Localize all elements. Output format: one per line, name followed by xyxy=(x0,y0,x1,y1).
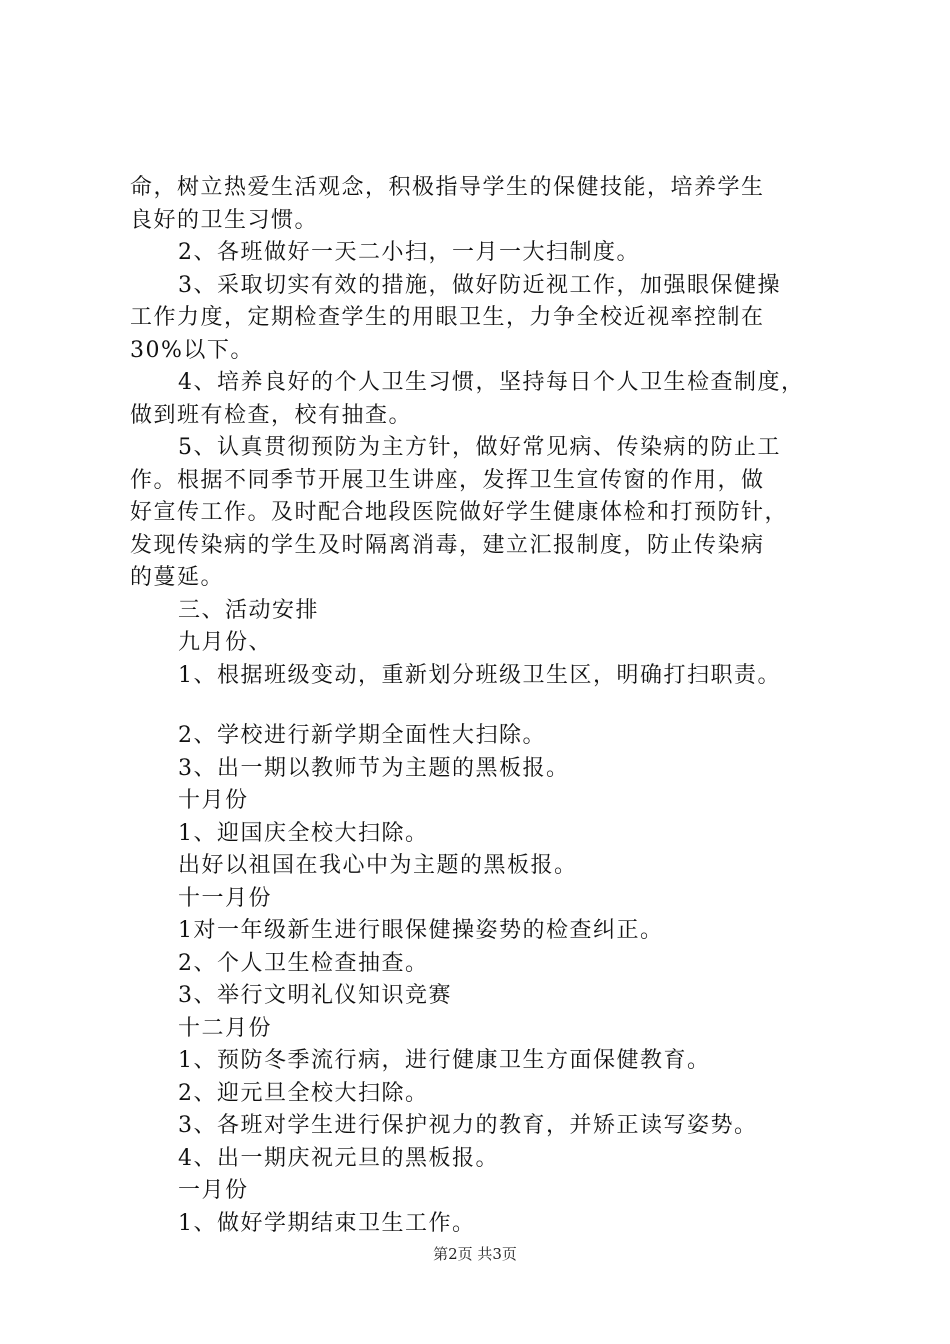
blank-line xyxy=(130,692,840,720)
month-heading: 十月份 xyxy=(178,788,249,813)
text-line: 好宣传工作。及时配合地段医院做好学生健康体检和打预防针， xyxy=(130,500,789,525)
list-item: 1、根据班级变动，重新划分班级卫生区，明确打扫职责。 xyxy=(178,662,781,688)
list-item: 2、学校进行新学期全面性大扫除。 xyxy=(178,723,546,748)
text-line: 3、采取切实有效的措施，做好防近视工作，加强眼保健操 xyxy=(178,272,781,298)
text-line: 5、认真贯彻预防为主方针，做好常见病、传染病的防止工 xyxy=(178,435,781,460)
list-item: 4、出一期庆祝元旦的黑板报。 xyxy=(178,1145,499,1171)
list-item: 1、做好学期结束卫生工作。 xyxy=(178,1210,476,1236)
month-heading: 九月份、 xyxy=(178,630,273,655)
text-line: 作。根据不同季节开展卫生讲座，发挥卫生宣传窗的作用，做 xyxy=(130,467,765,493)
list-item: 出好以祖国在我心中为主题的黑板报。 xyxy=(178,853,578,878)
text-line: 工作力度，定期检查学生的用眼卫生，力争全校近视率控制在 xyxy=(130,305,765,330)
section-heading: 三、活动安排 xyxy=(178,597,320,623)
list-item: 3、出一期以教师节为主题的黑板报。 xyxy=(178,755,570,781)
list-item: 1对一年级新生进行眼保健操姿势的检查纠正。 xyxy=(178,918,664,943)
list-item: 3、各班对学生进行保护视力的教育，并矫正读写姿势。 xyxy=(178,1113,758,1138)
text-line: 命，树立热爱生活观念，积极指导学生的保健技能，培养学生 xyxy=(130,175,765,200)
month-heading: 一月份 xyxy=(178,1178,249,1203)
text-line: 30%以下。 xyxy=(130,337,254,363)
text-line: 做到班有检查，校有抽查。 xyxy=(130,402,413,428)
month-heading: 十二月份 xyxy=(178,1015,273,1041)
month-heading: 十一月份 xyxy=(178,885,273,911)
page-number-footer: 第2页 共3页 xyxy=(433,1245,517,1263)
list-item: 1、预防冬季流行病，进行健康卫生方面保健教育。 xyxy=(178,1048,711,1073)
list-item: 2、迎元旦全校大扫除。 xyxy=(178,1080,429,1106)
text-line: 发现传染病的学生及时隔离消毒，建立汇报制度，防止传染病 xyxy=(130,532,765,558)
text-line: 2、各班做好一天二小扫，一月一大扫制度。 xyxy=(178,240,640,265)
text-line: 的蔓延。 xyxy=(130,565,225,590)
list-item: 2、个人卫生检查抽查。 xyxy=(178,950,429,976)
text-line: 良好的卫生习惯。 xyxy=(130,207,319,233)
list-item: 1、迎国庆全校大扫除。 xyxy=(178,820,429,846)
text-line: 4、培养良好的个人卫生习惯，坚持每日个人卫生检查制度， xyxy=(178,370,805,395)
list-item: 3、举行文明礼仪知识竞赛 xyxy=(178,983,452,1008)
document-body xyxy=(130,172,840,1240)
